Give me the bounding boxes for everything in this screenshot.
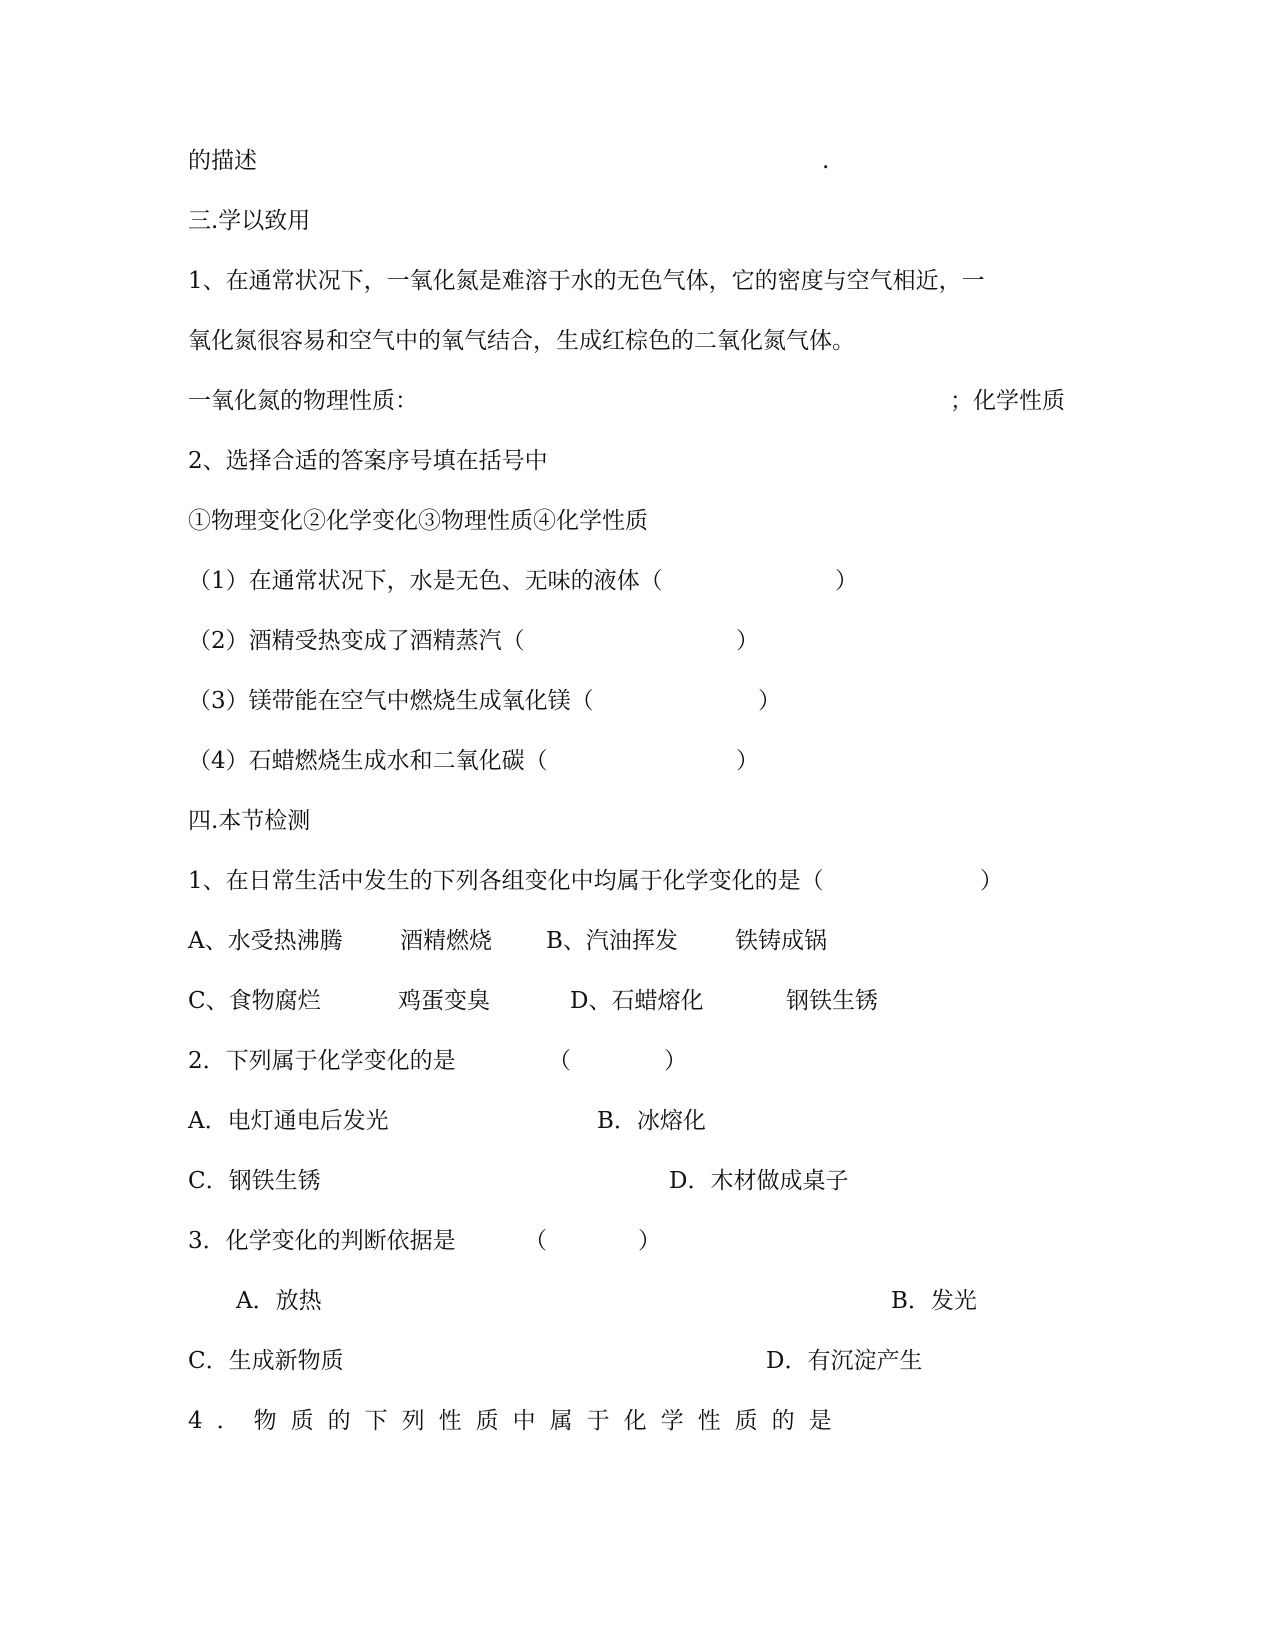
text-line: 2、选择合适的答案序号填在括号中 xyxy=(188,448,548,474)
section-heading: 四.本节检测 xyxy=(188,808,311,834)
answer-option: 酒精燃烧 xyxy=(400,928,492,954)
question: 2．下列属于化学变化的是 xyxy=(188,1048,456,1074)
question: 3．化学变化的判断依据是 xyxy=(188,1228,456,1254)
text-line: 1、在通常状况下，一氧化氮是难溶于水的无色气体，它的密度与空气相近，一 xyxy=(188,268,985,294)
text-dot: . xyxy=(822,148,830,174)
bracket-open: （ xyxy=(548,1048,571,1074)
bracket-close: ） xyxy=(835,568,858,594)
answer-option: B、汽油挥发 xyxy=(546,928,678,954)
question-item: （4）石蜡燃烧生成水和二氧化碳（ xyxy=(188,748,548,774)
answer-option: C、食物腐烂 xyxy=(188,988,321,1014)
question-item: （3）镁带能在空气中燃烧生成氧化镁（ xyxy=(188,688,594,714)
question-item: （1）在通常状况下，水是无色、无味的液体（ xyxy=(188,568,663,594)
answer-option: A、水受热沸腾 xyxy=(188,928,343,954)
bracket-close: ） xyxy=(638,1228,661,1254)
text-line: ；化学性质 xyxy=(950,388,1065,414)
answer-option: D．有沉淀产生 xyxy=(766,1348,923,1374)
text-line: 的描述 xyxy=(188,148,257,174)
question: 1、在日常生活中发生的下列各组变化中均属于化学变化的是（ xyxy=(188,868,824,894)
answer-option: 铁铸成锅 xyxy=(735,928,827,954)
answer-option: C．生成新物质 xyxy=(188,1348,344,1374)
answer-option: D．木材做成桌子 xyxy=(669,1168,849,1194)
answer-option: 鸡蛋变臭 xyxy=(398,988,490,1014)
answer-option: 钢铁生锈 xyxy=(786,988,878,1014)
options-line: ①物理变化②化学变化③物理性质④化学性质 xyxy=(188,508,648,534)
answer-option: A．电灯通电后发光 xyxy=(188,1108,389,1134)
answer-option: A．放热 xyxy=(236,1288,322,1314)
answer-option: D、石蜡熔化 xyxy=(570,988,704,1014)
question: 4．物质的下列性质中属于化学性质的是 xyxy=(188,1408,846,1434)
answer-option: C．钢铁生锈 xyxy=(188,1168,321,1194)
bracket-close: ） xyxy=(736,748,759,774)
bracket-close: ） xyxy=(664,1048,687,1074)
bracket-close: ） xyxy=(758,688,781,714)
bracket-close: ） xyxy=(980,868,1003,894)
answer-option: B．冰熔化 xyxy=(597,1108,706,1134)
question-item: （2）酒精受热变成了酒精蒸汽（ xyxy=(188,628,525,654)
answer-option: B．发光 xyxy=(891,1288,977,1314)
text-line: 氧化氮很容易和空气中的氧气结合，生成红棕色的二氧化氮气体。 xyxy=(188,328,855,354)
bracket-close: ） xyxy=(736,628,759,654)
text-line: 一氧化氮的物理性质： xyxy=(188,388,418,414)
section-heading: 三.学以致用 xyxy=(188,208,311,234)
bracket-open: （ xyxy=(524,1228,547,1254)
